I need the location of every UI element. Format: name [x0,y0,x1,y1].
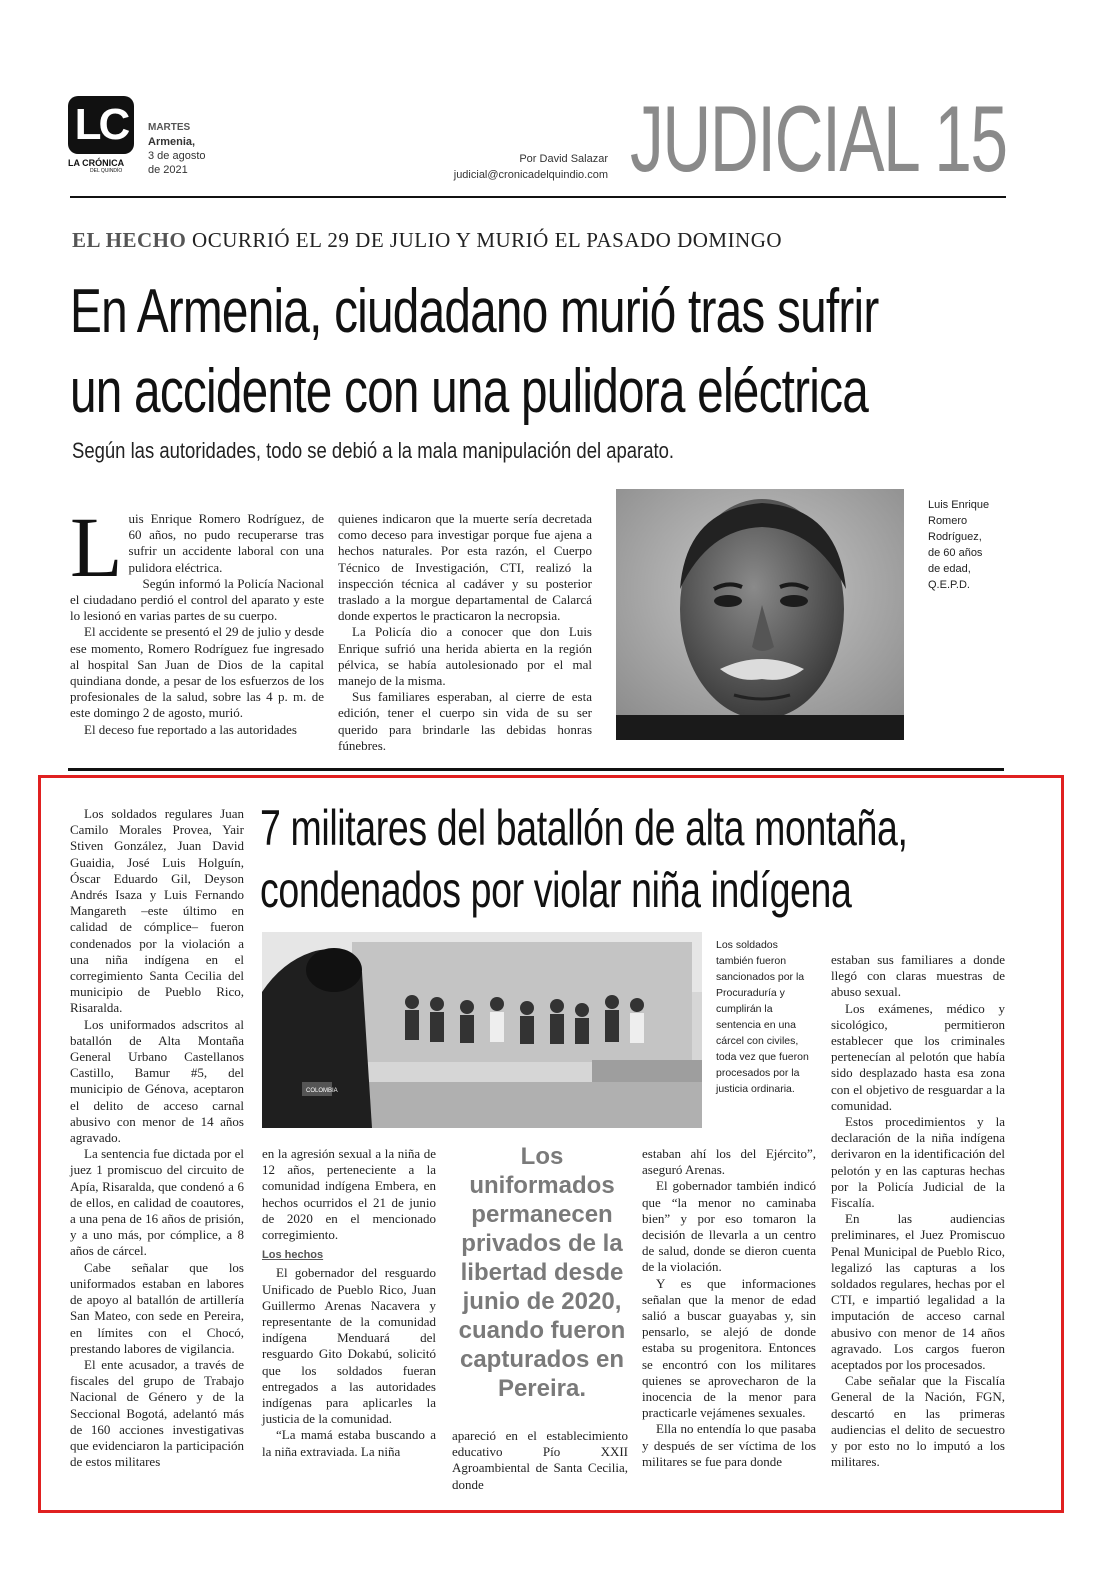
paragraph: estaban sus familiares a donde llegó con claras muestras de abuso sexual. [831,952,1005,1000]
paragraph: “La mamá estaba buscando a la niña extraviada. La niña [262,1427,436,1459]
date-block [148,121,206,177]
logo-sub: DEL QUINDÍO [90,168,123,174]
caption-line: Luis Enrique [928,499,990,511]
soldiers-photo-caption: Los soldados también fueron sancionados por la Procuraduría y cumplirán la sentencia en una cárcel con civiles, toda vez que fueron procesados por la justicia ordinaria. [716,939,809,1095]
portrait-photo [616,489,904,740]
caption-line: Rodríguez, [928,531,982,543]
kicker-rest: OCURRIÓ EL 29 DE JULIO Y MURIÓ EL PASADO DOMINGO [186,228,783,252]
paragraph: estaban ahí los del Ejército”, aseguró Arenas. [642,1146,816,1178]
headline-line-1: 7 militares del batallón de alta montaña, [260,800,908,856]
paragraph: Los uniformados adscritos al batallón de Alta Montaña General Urbano Castellanos Castillo, Bamur #5, del municipio de Génova, aceptaron el delito de acceso carnal abusivo con menor de 14 años agravado. [70,1016,244,1146]
story2-column-1 [70,806,244,1470]
paragraph: apareció en el establecimiento educativo Pío XXII Agroambiental de Santa Cecilia, donde [452,1428,628,1492]
paragraph: Cabe señalar que los uniformados estaban en labores de apoyo al batallón de artillería San Mateo, con sede en Pereira, en límites con el Chocó, prestando labores de vigilancia. [70,1259,244,1356]
paragraph: El gobernador también indicó que “la menor no caminaba bien” y por eso tomaron la decisión de llevarla a un centro de salud, donde se dieron cuenta de la violación. [642,1178,816,1275]
subhead-los-hechos: Los hechos [262,1249,324,1262]
date-line-1: 3 de agosto [148,150,206,162]
story2-column-2 [262,1146,436,1460]
paragraph: El ente acusador, a través de fiscales del grupo de Trabajo Nacional de Género y de la Seccional Bogotá, adelantó más de 160 acciones investigativas que evidenciaron la participación de estos militares [70,1356,244,1470]
soldiers-photo [262,932,702,1128]
author: Por David Salazar [519,153,608,165]
paragraph: La sentencia fue dictada por el juez 1 promiscuo del circuito de Apía, Risaralda, que condenó a 6 de ellos, en calidad de coautores, a una pena de 16 años de prisión, y a uno más, por cómplice, a 8 años de cárcel. [70,1146,244,1259]
middle-divider [68,768,1004,771]
paragraph: Según informó la Policía Nacional el ciudadano perdió el control del aparato y este lo lesionó en varias partes de su cuerpo. [70,575,324,624]
byline [440,151,608,183]
paragraph: Los soldados regulares Juan Camilo Morales Provea, Yair Stiven González, Juan David Guaidia, José Luis Holguín, Óscar Eduardo Gil, Deyson Andrés Isaza y Luis Fernando Mangareth –este último en calidad de cómplice– fueron condenados por la violación a una niña indígena en el corregimiento Santa Cecilia del municipio de Pueblo Rico, Risaralda. [70,806,244,1016]
kicker-bold: EL HECHO [72,228,187,252]
photo-badge: COLOMBIA [306,1088,338,1094]
city: Armenia, [148,136,196,148]
pull-quote: Los uniformados permanecen privados de la libertad desde junio de 2020, cuando fueron capturados en Pereira. [458,1143,626,1402]
paragraph: El gobernador del resguardo Unificado de Pueblo Rico, Juan Guillermo Arenas Nacavera y representante de la comunidad indígena Menduará del resguardo Gito Dokabú, solicitó que los soldados fueran entregados a las autoridades indígenas para aplicarles la justicia de la comunidad. [262,1265,436,1427]
logo-name: LA CRÓNICA [68,158,125,168]
caption-line: de 60 años [928,547,983,559]
drop-cap: L [70,499,123,595]
paragraph: Los exámenes, médico y sicológico, permitieron establecer que los criminales pertenecían al pelotón que había sido desplazado hasta esa zona con el objetivo de resguardar a la comunidad. [831,1000,1005,1113]
story2-headline [260,797,1085,921]
paragraph: Ella no entendía lo que pasaba y después de ser víctima de los militares se fue para donde [642,1421,816,1469]
story1-subheadline: Según las autoridades, todo se debió a la mala manipulación del aparato. [72,438,675,463]
newspaper-logo [68,96,140,182]
story1-column-1 [70,499,324,738]
caption-line: de edad, [928,563,971,575]
paragraph: quienes indicaron que la muerte sería decretada como deceso para investigar porque fue ajena a hechos naturales. Por esta razón, el Cuerpo Técnico de Investigación, CTI, realizó la inspección técnica al cadáver y su posterior traslado a la morgue departamental de Calarcá donde expertos le practicaron la necropsia. [338,511,592,624]
paragraph: en la agresión sexual a la niña de 12 años, perteneciente a la comunidad indígena Embera, en hechos ocurridos el 21 de junio de 2020 en el mencionado corregimiento. [262,1146,436,1243]
story1-headline [70,272,994,432]
paragraph: Sus familiares esperaban, al cierre de esta edición, tener el cuerpo sin vida de su ser querido para brindarle las debidas honras fúnebres. [338,689,592,753]
paragraph: Estos procedimientos y la declaración de la niña indígena derivaron en la identificación del pelotón y en las capturas hechas por la Policía Judicial de la Fiscalía. [831,1114,1005,1211]
caption-line: Romero [928,515,968,527]
paragraph: uis Enrique Romero Rodríguez, de 60 años, no pudo recuperarse tras sufrir un accidente laboral con una pulidora eléctrica. [128,511,324,575]
top-divider [70,196,1006,198]
date-line-2: de 2021 [148,164,188,176]
weekday: MARTES [148,122,191,133]
paragraph: En las audiencias preliminares, el Juez Promiscuo Penal Municipal de Pueblo Rico, legalizó las capturas a los soldados regulares, hechas por el CTI, e impartió legalidad a la imputación de acceso carnal abusivo con menor de 14 años agravado. Los cargos fueron aceptados por los procesados. [831,1211,1005,1373]
story2-column-4 [642,1146,816,1470]
story2-column-3 [452,1428,628,1493]
headline-line-2: un accidente con una pulidora eléctrica [70,357,869,426]
portrait-caption [928,497,1008,593]
story2-column-5 [831,952,1005,1471]
paragraph: El accidente se presentó el 29 de julio y desde ese momento, Romero Rodríguez fue ingresado al hospital San Juan de Dios de la capital quindiana donde, a pesar de los esfuerzos de los profesionales de la salud, sobre las 4 p. m. de este domingo 2 de agosto, murió. [70,624,324,721]
paragraph: Cabe señalar que la Fiscalía General de la Nación, FGN, descartó en las primeras audiencias el delito de secuestro y por esto no lo imputó a los militares. [831,1373,1005,1470]
paragraph: El deceso fue reportado a las autoridades [84,721,297,737]
caption-line: Q.E.P.D. [928,579,970,591]
headline-line-2: condenados por violar niña indígena [260,862,852,918]
author-email: judicial@cronicadelquindio.com [453,169,608,181]
headline-line-1: En Armenia, ciudadano murió tras sufrir [70,277,879,346]
section-title: JUDICIAL 15 [630,86,1007,191]
story1-kicker [72,228,782,253]
paragraph: La Policía dio a conocer que don Luis Enrique sufrió una herida abierta en la región pélvica, se había autolesionado por el mal manejo de la misma. [338,624,592,689]
logo-letters: LC [68,96,134,154]
story1-column-2 [338,511,592,754]
paragraph: Y es que informaciones señalan que la menor de edad salió a buscar guayabas y, sin pensarlo, se alejó de donde estaba su progenitora. Entonces se encontró con los militares quienes se aprovecharon de la inocencia de la menor para practicarle vejámenes sexuales. [642,1275,816,1421]
